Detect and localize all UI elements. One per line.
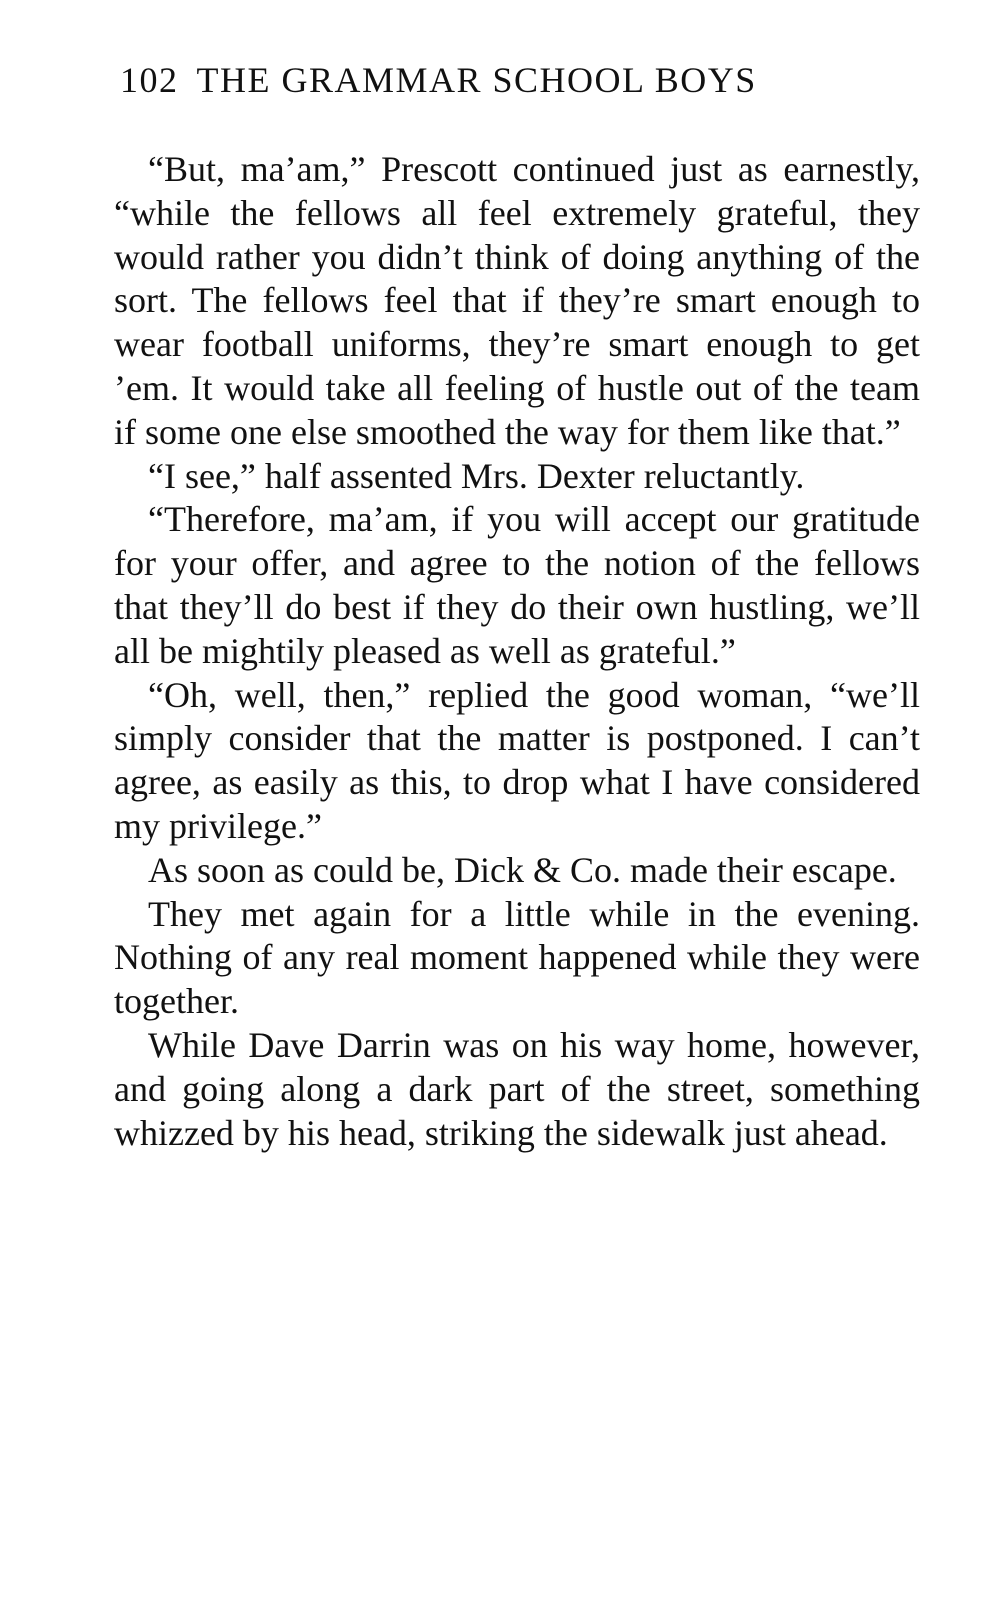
paragraph: “Therefore, ma’am, if you will accept our gratitude for your offer, and agree to the notion of the fellows that they’ll do best if they do their own hustling, we’ll all be mightily pleased as well as grateful.”: [114, 499, 920, 671]
paragraph: As soon as could be, Dick & Co. made their escape.: [148, 849, 897, 890]
running-head: [120, 58, 880, 102]
paragraph: While Dave Darrin was on his way home, however, and going along a dark part of the street, something whizzed by his head, striking the sidewalk just ahead.: [114, 1024, 920, 1153]
body-text: [114, 148, 920, 1155]
page-number: 102: [120, 60, 179, 100]
paragraph: “Oh, well, then,” replied the good woman, “we’ll simply consider that the matter is postponed. I can’t agree, as easily as this, to drop what I have considered my privilege.”: [114, 674, 920, 846]
paragraph: “I see,” half assented Mrs. Dexter reluctantly.: [148, 455, 805, 496]
paragraph: “But, ma’am,” Prescott continued just as earnestly, “while the fellows all feel extremely grateful, they would rather you didn’t think of doing anything of the sort. The fellows feel that if they’re smart enough to wear football uniforms, they’re smart enough to get ’em. It would take all feeling of hustle out of the team if some one else smoothed the way for them like that.”: [114, 149, 920, 452]
running-title: THE GRAMMAR SCHOOL BOYS: [196, 60, 757, 100]
paragraph: They met again for a little while in the evening. Nothing of any real moment happened while they were together.: [114, 893, 920, 1022]
